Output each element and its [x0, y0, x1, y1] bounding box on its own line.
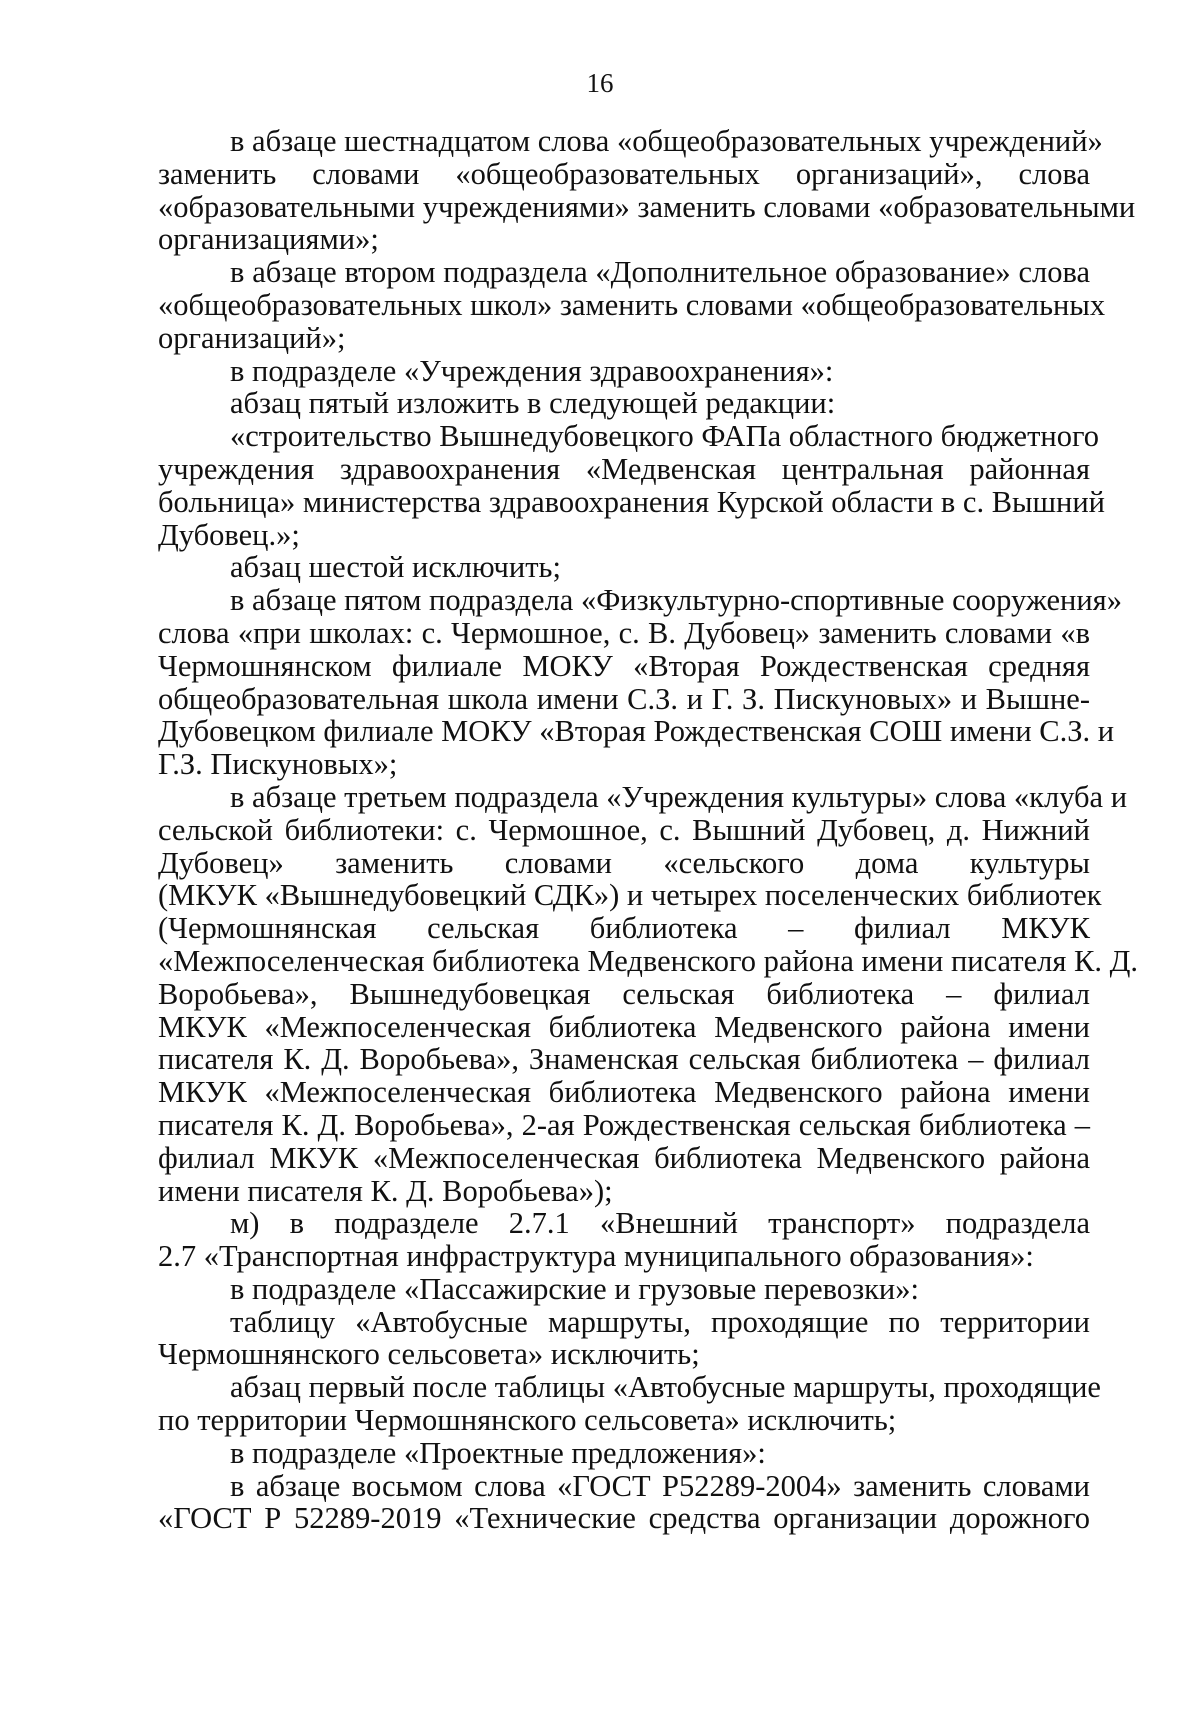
text-line: «Межпоселенческая библиотека Медвенского района имени писателя К. Д.	[158, 943, 1139, 978]
text-line: слова «при школах: с. Чермошное, с. В. Дубовец» заменить словами «в	[158, 615, 1090, 650]
text-line: Дубовецком филиале МОКУ «Вторая Рождественская СОШ имени С.З. и	[158, 714, 1115, 749]
text-line: в абзаце пятом подраздела «Физкультурно-спортивные сооружения»	[230, 583, 1122, 618]
paragraph	[158, 551, 1090, 584]
text-line: м) в подразделе 2.7.1 «Внешний транспорт» подраздела	[230, 1206, 1090, 1241]
text-line: писателя К. Д. Воробьева», 2-ая Рождественская сельская библиотека –	[158, 1107, 1090, 1142]
paragraph	[158, 1306, 1090, 1372]
paragraph	[158, 583, 1122, 782]
text-line: абзац первый после таблицы «Автобусные маршруты, проходящие	[230, 1370, 1101, 1405]
text-line: организациями»;	[158, 222, 379, 257]
text-line: «общеобразовательных школ» заменить словами «общеобразовательных	[158, 287, 1106, 322]
text-line: в подразделе «Учреждения здравоохранения»:	[230, 353, 834, 388]
paragraph	[158, 255, 1106, 355]
text-line: организаций»;	[158, 320, 346, 355]
paragraph	[158, 419, 1105, 552]
paragraph	[158, 124, 1136, 257]
text-line: Дубовец» заменить словами «сельского дома культуры	[158, 845, 1090, 880]
text-line: «ГОСТ Р 52289-2019 «Технические средства организации дорожного	[158, 1501, 1090, 1536]
text-line: в подразделе «Проектные предложения»:	[230, 1435, 766, 1470]
text-line: (Чермошнянская сельская библиотека – филиал МКУК	[158, 911, 1090, 946]
text-line: «строительство Вышнедубовецкого ФАПа областного бюджетного	[230, 419, 1099, 454]
text-line: Г.З. Пискуновых»;	[158, 747, 398, 782]
text-line: писателя К. Д. Воробьева», Знаменская сельская библиотека – филиал	[158, 1042, 1090, 1077]
text-line: больница» министерства здравоохранения Курской области в с. Вышний	[158, 484, 1105, 519]
text-line: Воробьева», Вышнедубовецкая сельская библиотека – филиал	[158, 976, 1090, 1011]
paragraph	[158, 387, 1090, 420]
text-line: «образовательными учреждениями» заменить словами «образовательными	[158, 189, 1136, 224]
paragraph	[158, 1207, 1090, 1273]
paragraph	[158, 1370, 1101, 1438]
paragraph	[158, 1273, 1090, 1306]
text-line: Чермошнянского сельсовета» исключить;	[158, 1337, 700, 1372]
text-line: филиал МКУК «Межпоселенческая библиотека Медвенского района	[158, 1140, 1090, 1175]
text-line: по территории Чермошнянского сельсовета» исключить;	[158, 1403, 897, 1438]
text-line: таблицу «Автобусные маршруты, проходящие по территории	[230, 1304, 1090, 1339]
text-line: общеобразовательная школа имени С.З. и Г. З. Пискуновых» и Вышне-	[158, 681, 1090, 716]
text-line: в абзаце втором подраздела «Дополнительное образование» слова	[230, 255, 1090, 290]
paragraph	[158, 1437, 1090, 1470]
text-line: 2.7 «Транспортная инфраструктура муниципального образования»:	[158, 1239, 1034, 1274]
page-number: 16	[586, 68, 614, 98]
text-line: сельской библиотеки: с. Чермошное, с. Вышний Дубовец, д. Нижний	[158, 812, 1090, 847]
paragraph	[158, 1470, 1090, 1536]
text-line: в абзаце третьем подраздела «Учреждения культуры» слова «клуба и	[230, 779, 1128, 814]
text-line: МКУК «Межпоселенческая библиотека Медвенского района имени	[158, 1009, 1090, 1044]
text-line: учреждения здравоохранения «Медвенская центральная районная	[158, 451, 1090, 486]
text-line: имени писателя К. Д. Воробьева»);	[158, 1173, 613, 1208]
text-line: Чермошнянском филиале МОКУ «Вторая Рождественская средняя	[158, 648, 1090, 683]
text-line: (МКУК «Вышнедубовецкий СДК») и четырех поселенческих библиотек	[158, 878, 1102, 913]
text-line: МКУК «Межпоселенческая библиотека Медвенского района имени	[158, 1075, 1090, 1110]
text-line: абзац пятый изложить в следующей редакции:	[230, 386, 836, 421]
document-body	[158, 124, 1139, 1536]
paragraph	[158, 779, 1139, 1208]
text-line: в абзаце восьмом слова «ГОСТ Р52289-2004» заменить словами	[230, 1468, 1090, 1503]
text-line: заменить словами «общеобразовательных организаций», слова	[158, 156, 1090, 191]
text-line: в абзаце шестнадцатом слова «общеобразовательных учреждений»	[230, 124, 1103, 158]
text-line: абзац шестой исключить;	[230, 550, 561, 585]
paragraph	[158, 355, 1090, 388]
text-line: в подразделе «Пассажирские и грузовые перевозки»:	[230, 1271, 919, 1306]
text-line: Дубовец.»;	[158, 517, 300, 552]
